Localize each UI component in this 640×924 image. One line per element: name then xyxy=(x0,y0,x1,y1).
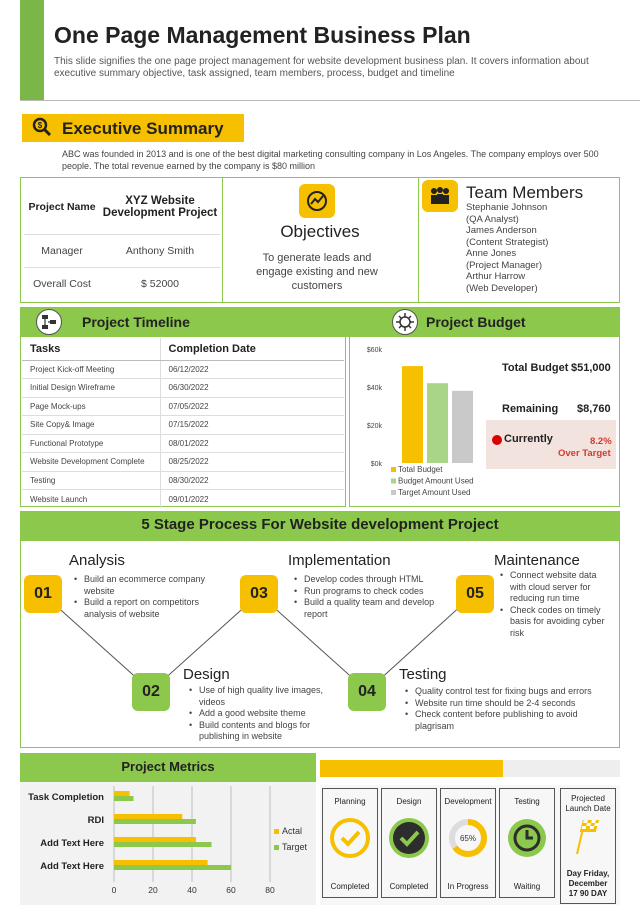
team-member-list xyxy=(466,202,548,294)
progress-ring-label: 65% xyxy=(459,834,477,843)
header-divider xyxy=(20,100,640,101)
status-card-testing xyxy=(499,788,555,898)
stage-items-testing xyxy=(405,686,615,732)
budget-bar xyxy=(402,366,423,463)
y-tick-label: $40k xyxy=(366,385,382,392)
y-tick-label: $20k xyxy=(366,423,382,430)
list-item: • Build contents and blogs for publishing in website xyxy=(189,720,329,743)
x-tick-label: 0 xyxy=(111,885,117,895)
y-tick-label: $0k xyxy=(370,461,382,468)
total-budget-label: Total Budget xyxy=(502,362,569,374)
table-row xyxy=(22,397,344,416)
status-card-title: Development xyxy=(444,797,492,806)
timeline-col-task: Tasks xyxy=(22,338,160,360)
checkered-flag-icon xyxy=(571,816,605,856)
metrics-title: Project Metrics xyxy=(121,759,215,774)
status-card-launch xyxy=(560,788,616,904)
legend-label: Actal xyxy=(282,826,303,836)
list-item: • Build an ecommerce company website xyxy=(74,574,224,597)
legend-swatch xyxy=(391,479,396,484)
manager-label: Manager xyxy=(24,234,100,267)
task-cell: Page Mock-ups xyxy=(22,397,160,416)
metric-bar xyxy=(114,837,196,842)
progress-ring-icon xyxy=(446,816,490,860)
table-row xyxy=(22,434,344,453)
team-member: Stephanie Johnson xyxy=(466,202,548,213)
table-row xyxy=(22,453,344,472)
team-member-role: (Web Developer) xyxy=(466,282,538,294)
table-row xyxy=(22,379,344,398)
list-item: • Build a report on competitors analysis of website xyxy=(74,597,224,620)
task-cell: Website Launch xyxy=(22,490,160,509)
list-item: • Run programs to check codes xyxy=(294,586,454,598)
task-cell: Functional Prototype xyxy=(22,434,160,453)
stage-title-implementation: Implementation xyxy=(288,552,391,569)
currently-status: Over Target xyxy=(558,448,611,459)
status-card-design xyxy=(381,788,437,898)
team-member: Arthur Harrow xyxy=(466,271,526,282)
stage-title-maintenance: Maintenance xyxy=(494,552,580,569)
executive-summary-title: Executive Summary xyxy=(62,119,224,138)
list-item: • Check content before publishing to avoid plagrisam xyxy=(405,709,615,732)
cost-label: Overall Cost xyxy=(33,277,91,290)
stage-title-testing: Testing xyxy=(399,666,447,683)
date-cell: 08/01/2022 xyxy=(160,434,344,453)
metric-bar xyxy=(114,791,130,796)
legend-swatch xyxy=(391,467,396,472)
table-row xyxy=(22,471,344,490)
executive-summary-text: ABC was founded in 2013 and is one of the best digital marketing consulting company in Los Angeles. The company employs over 500 people. The total revenue earned by the company is $80 million xyxy=(62,149,599,171)
stage-number-05: 05 xyxy=(456,575,494,613)
stage-items-implementation xyxy=(294,574,454,620)
list-item: • Use of high quality live images, videos xyxy=(189,685,329,708)
stage-items-maintenance xyxy=(500,570,612,639)
metric-bar xyxy=(114,814,182,819)
task-cell: Site Copy& Image xyxy=(22,416,160,435)
category-label: Add Text Here xyxy=(40,838,104,849)
divider xyxy=(418,177,419,303)
flowchart-icon xyxy=(36,309,62,335)
legend-label: Target Amount Used xyxy=(398,488,471,497)
legend-label: Target xyxy=(282,842,308,852)
task-cell: Initial Design Wireframe xyxy=(22,379,160,398)
x-tick-label: 20 xyxy=(148,885,158,895)
status-card-title: Planning xyxy=(334,797,366,806)
list-item: • Connect website data with cloud server for reducing run time xyxy=(500,570,612,605)
clock-icon xyxy=(505,816,549,860)
metric-bar xyxy=(114,842,212,847)
manager-value: Anthony Smith xyxy=(100,234,220,267)
table-row xyxy=(22,416,344,435)
task-cell: Project Kick-off Meeting xyxy=(22,360,160,379)
x-tick-label: 80 xyxy=(265,885,275,895)
target-icon xyxy=(306,190,328,212)
category-label: RDI xyxy=(87,815,104,826)
status-card-title: Testing xyxy=(514,797,540,806)
stage-title-analysis: Analysis xyxy=(69,552,125,569)
date-cell: 09/01/2022 xyxy=(168,494,209,504)
status-card-status: Waiting xyxy=(513,882,541,891)
category-label: Add Text Here xyxy=(40,861,104,872)
budget-bar xyxy=(427,383,448,463)
list-item: • Website run time should be 2-4 seconds xyxy=(405,698,615,710)
list-item: • Add a good website theme xyxy=(189,708,329,720)
task-cell: Website Development Complete xyxy=(22,453,160,472)
title-accent-bar xyxy=(20,0,44,100)
stage-number-02: 02 xyxy=(132,673,170,711)
date-cell: 07/05/2022 xyxy=(160,397,344,416)
people-icon xyxy=(428,186,452,206)
project-name-value: XYZ Website Development Project xyxy=(100,180,220,234)
project-name-label: Project Name xyxy=(24,180,100,234)
page-title: One Page Management Business Plan xyxy=(54,22,471,48)
legend-label: Total Budget xyxy=(398,465,443,474)
metric-bar xyxy=(114,819,196,824)
status-card-status: Completed xyxy=(330,882,370,891)
team-member: James Anderson xyxy=(466,225,537,236)
metric-bar xyxy=(114,796,134,801)
metric-bar xyxy=(114,865,231,870)
table-row xyxy=(22,490,344,509)
status-card-status: In Progress xyxy=(447,882,489,891)
table-row xyxy=(22,360,344,379)
stage-number-03: 03 xyxy=(240,575,278,613)
overall-progress-fill xyxy=(320,760,503,777)
metrics-chart xyxy=(20,782,316,902)
task-cell: Testing xyxy=(22,471,160,490)
list-item: • Develop codes through HTML xyxy=(294,574,454,586)
date-cell: 08/30/2022 xyxy=(160,471,344,490)
check-icon xyxy=(328,816,372,860)
x-tick-label: 60 xyxy=(226,885,236,895)
list-item: • Quality control test for fixing bugs and errors xyxy=(405,686,615,698)
team-title: Team Members xyxy=(466,183,584,202)
objectives-text: To generate leads and engage existing and new customers xyxy=(256,252,378,292)
team-member-role: (Content Strategist) xyxy=(466,236,549,248)
list-item: • Build a quality team and develop report xyxy=(294,597,454,620)
budget-bar xyxy=(452,391,473,463)
category-label: Task Completion xyxy=(28,792,104,803)
budget-title: Project Budget xyxy=(426,314,526,330)
timeline-title: Project Timeline xyxy=(82,314,190,330)
status-card-title: Projected Launch Date xyxy=(565,794,611,813)
page-subtitle: This slide signifies the one page project management for website development business plan. It covers information about executive summary objective, task assigned, team members, process, budget and timeline xyxy=(54,56,589,79)
status-card-planning xyxy=(322,788,378,898)
timeline-col-date: Completion Date xyxy=(160,338,344,360)
check-icon xyxy=(387,816,431,860)
objectives-badge xyxy=(299,184,335,218)
currently-label: Currently xyxy=(504,433,553,445)
cost-value: $ 52000 xyxy=(141,277,179,290)
y-tick-label: $60k xyxy=(366,347,382,354)
team-badge xyxy=(422,180,458,212)
budget-chart xyxy=(350,338,490,506)
currently-value: 8.2% xyxy=(590,436,612,447)
project-info-table xyxy=(24,180,220,300)
list-item: • Check codes on timely basis for avoiding cyber risk xyxy=(500,605,612,640)
stage-number-04: 04 xyxy=(348,673,386,711)
stage-number-01: 01 xyxy=(24,575,62,613)
remaining-value: $8,760 xyxy=(577,403,611,415)
status-card-status: Completed xyxy=(389,882,429,891)
dollar-gear-icon xyxy=(32,117,52,137)
team-member-role: (Project Manager) xyxy=(466,259,543,271)
date-cell: 07/15/2022 xyxy=(160,416,344,435)
objectives-title: Objectives xyxy=(280,222,360,241)
metric-bar xyxy=(114,860,208,865)
total-budget-value: $51,000 xyxy=(571,362,611,374)
team-member: Anne Jones xyxy=(466,248,517,259)
status-card-title: Design xyxy=(396,797,422,806)
team-member-role: (QA Analyst) xyxy=(466,213,519,225)
process-title: 5 Stage Process For Website development Project xyxy=(141,516,499,533)
launch-date: Day Friday, December 17 90 DAY xyxy=(566,869,610,898)
stage-items-analysis xyxy=(74,574,224,620)
status-card-development xyxy=(440,788,496,898)
date-cell: 06/12/2022 xyxy=(160,360,344,379)
legend-swatch xyxy=(274,829,279,834)
date-cell: 08/25/2022 xyxy=(160,453,344,472)
timeline-table xyxy=(22,338,344,508)
budget-icon xyxy=(392,309,418,335)
svg-text:$: $ xyxy=(37,121,43,130)
legend-swatch xyxy=(274,845,279,850)
stage-title-design: Design xyxy=(183,666,230,683)
remaining-label: Remaining xyxy=(502,403,559,415)
stage-items-design xyxy=(189,685,329,743)
date-cell: 06/30/2022 xyxy=(160,379,344,398)
legend-swatch xyxy=(391,490,396,495)
x-tick-label: 40 xyxy=(187,885,197,895)
status-dot-icon xyxy=(492,435,502,445)
legend-label: Budget Amount Used xyxy=(398,476,474,486)
